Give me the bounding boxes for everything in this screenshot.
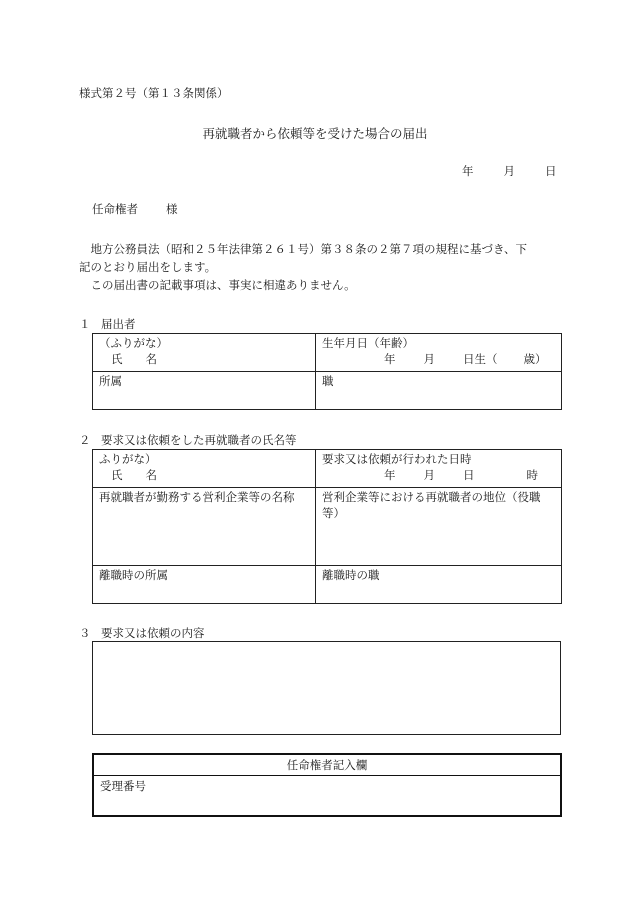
position-label: 職 xyxy=(322,374,334,388)
applicant-affiliation-cell[interactable] xyxy=(93,372,316,410)
datetime-label: 要求又は依頼が行われた日時 xyxy=(322,452,472,466)
dt-year: 年 xyxy=(384,468,396,482)
addressee-label: 任命権者 xyxy=(92,202,138,216)
dob-year: 年 xyxy=(384,352,396,366)
appointing-authority-heading: 任命権者記入欄 xyxy=(94,755,560,776)
section-2-heading xyxy=(79,433,297,447)
section-1-number: １ xyxy=(79,317,91,331)
name-label: 氏 名 xyxy=(111,352,157,366)
form-number: 様式第２号（第１３条関係） xyxy=(79,86,229,100)
reemployed-person-table xyxy=(92,449,562,604)
dt-day: 日 xyxy=(463,468,475,482)
receipt-number-field[interactable] xyxy=(94,776,560,796)
former-affiliation-cell[interactable] xyxy=(93,566,316,604)
dob-age: 歳） xyxy=(523,352,547,366)
employer-name-cell[interactable] xyxy=(93,488,316,566)
employer-label: 再就職者が勤務する営利企業等の名称 xyxy=(99,490,295,504)
date-month: 月 xyxy=(503,164,515,178)
applicant-table xyxy=(92,333,562,410)
section-1-title: 届出者 xyxy=(101,317,136,331)
request-datetime-cell[interactable] xyxy=(316,450,562,488)
furigana-label: （ふりがな） xyxy=(99,336,168,350)
receipt-number-label: 受理番号 xyxy=(100,779,146,793)
date-year: 年 xyxy=(462,164,474,178)
section-3-number: ３ xyxy=(79,626,91,640)
applicant-name-cell[interactable] xyxy=(93,334,316,372)
dob-label: 生年月日（年齢） xyxy=(322,336,414,350)
dob-values xyxy=(322,352,555,368)
section-3-heading xyxy=(79,626,205,640)
dob-month: 月 xyxy=(423,352,435,366)
employer-position-label-2: 等） xyxy=(322,506,345,520)
declaration-line-1: 地方公務員法（昭和２５年法律第２６１号）第３８条の２第７項の規程に基づき、下 xyxy=(90,242,528,256)
dob-day: 日生（ xyxy=(463,352,498,366)
page-title: 再就職者から依頼等を受けた場合の届出 xyxy=(202,126,428,141)
name-label-2: 氏 名 xyxy=(111,468,157,482)
request-content-box[interactable] xyxy=(92,641,561,735)
datetime-values xyxy=(322,468,555,484)
date-line xyxy=(462,164,557,178)
date-day: 日 xyxy=(545,164,557,178)
furigana-label-2: ふりがな） xyxy=(99,452,157,466)
employer-position-label-1: 営利企業等における再就職者の地位（役職 xyxy=(322,490,541,504)
former-affiliation-label: 離職時の所属 xyxy=(99,568,168,582)
appointing-authority-box xyxy=(92,753,562,817)
section-2-title: 要求又は依頼をした再就職者の氏名等 xyxy=(101,433,297,447)
former-position-cell[interactable] xyxy=(316,566,562,604)
addressee-suffix: 様 xyxy=(166,202,178,216)
dt-hour: 時 xyxy=(526,468,538,482)
declaration-text xyxy=(79,240,561,294)
declaration-line-3: この届出書の記載事項は、事実に相違ありません。 xyxy=(90,278,356,292)
reemployed-name-cell[interactable] xyxy=(93,450,316,488)
addressee xyxy=(92,202,178,216)
employer-position-cell[interactable] xyxy=(316,488,562,566)
section-1-heading xyxy=(79,317,136,331)
former-position-label: 離職時の職 xyxy=(322,568,380,582)
applicant-dob-cell[interactable] xyxy=(316,334,562,372)
dt-month: 月 xyxy=(423,468,435,482)
section-2-number: ２ xyxy=(79,433,91,447)
section-3-title: 要求又は依頼の内容 xyxy=(101,626,205,640)
applicant-position-cell[interactable] xyxy=(316,372,562,410)
affiliation-label: 所属 xyxy=(99,374,122,388)
declaration-line-2: 記のとおり届出をします。 xyxy=(79,260,217,274)
